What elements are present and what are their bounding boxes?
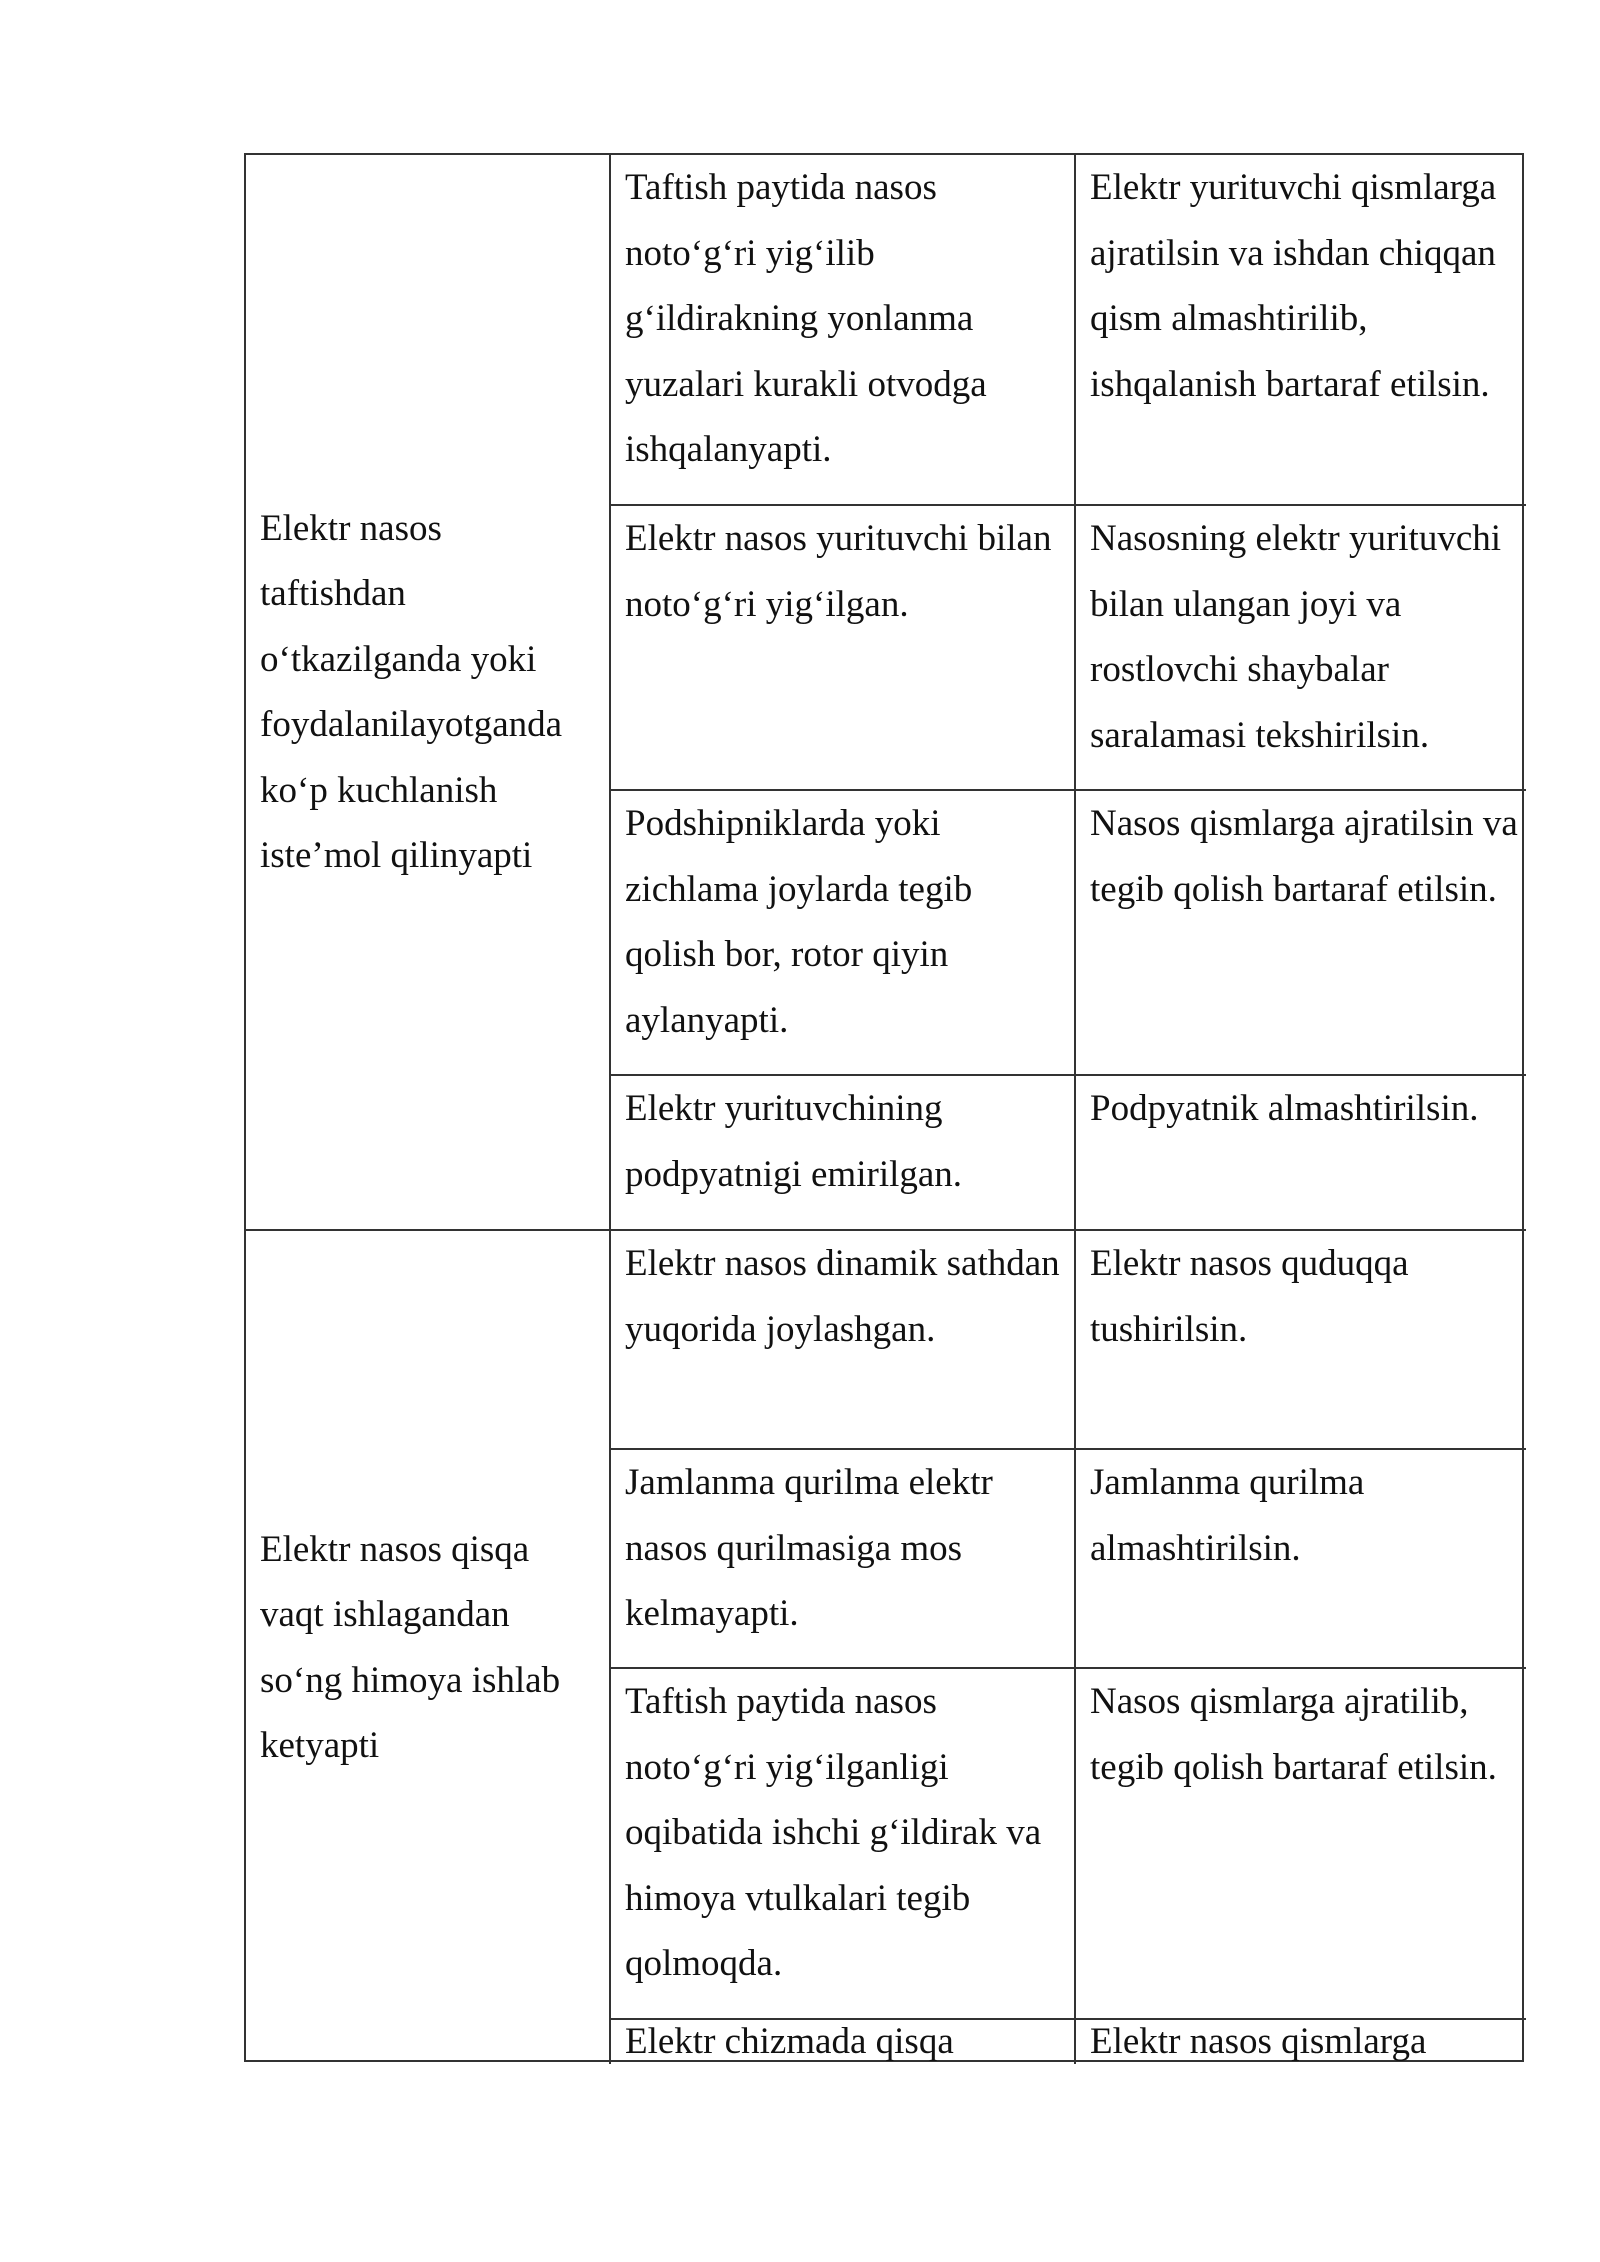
cause-cell: Taftish paytida nasos noto‘g‘ri yig‘ilib g‘ildirakning yonlanma yuzalari kurakli otvodga ishqalanyapti. <box>625 167 987 470</box>
remedy-cell: Elektr nasos quduqqa tushirilsin. <box>1090 1243 1409 1350</box>
cause-cell: Taftish paytida nasos noto‘g‘ri yig‘ilganligi oqibatida ishchi g‘ildirak va himoya vtulkalari tegib qolmoqda. <box>625 1681 1042 1984</box>
symptom-cell: Elektr nasos taftishdan o‘tkazilganda yoki foydalanilayotganda ko‘p kuchlanish iste’mol qilinyapti <box>260 507 563 876</box>
remedy-cell: Podpyatnik almashtirilsin. <box>1090 1088 1479 1129</box>
cause-cell: Elektr nasos yurituvchi bilan noto‘g‘ri yig‘ilgan. <box>625 518 1052 625</box>
remedy-cell: Elektr nasos qismlarga <box>1090 2021 1427 2062</box>
remedy-cell: Nasos qismlarga ajratilsin va tegib qolish bartaraf etilsin. <box>1090 803 1518 910</box>
cause-cell: Elektr chizmada qisqa <box>625 2021 954 2062</box>
symptom-cell: Elektr nasos qisqa vaqt ishlagandan so‘ng himoya ishlab ketyapti <box>260 1528 561 1766</box>
cause-cell: Elektr nasos dinamik sathdan yuqorida joylashgan. <box>625 1243 1060 1350</box>
remedy-cell: Elektr yurituvchi qismlarga ajratilsin va ishdan chiqqan qism almashtirilib, ishqalanish bartaraf etilsin. <box>1090 167 1497 405</box>
cause-cell: Jamlanma qurilma elektr nasos qurilmasiga mos kelmayapti. <box>625 1462 993 1634</box>
fault-table <box>244 153 1524 2062</box>
remedy-cell: Nasosning elektr yurituvchi bilan ulangan joyi va rostlovchi shaybalar saralamasi tekshirilsin. <box>1090 518 1502 756</box>
remedy-cell: Jamlanma qurilma almashtirilsin. <box>1090 1462 1365 1569</box>
remedy-cell: Nasos qismlarga ajratilib, tegib qolish bartaraf etilsin. <box>1090 1681 1497 1788</box>
cause-cell: Elektr yurituvchining podpyatnigi emirilgan. <box>625 1088 963 1195</box>
cause-cell: Podshipniklarda yoki zichlama joylarda tegib qolish bor, rotor qiyin aylanyapti. <box>625 803 973 1041</box>
